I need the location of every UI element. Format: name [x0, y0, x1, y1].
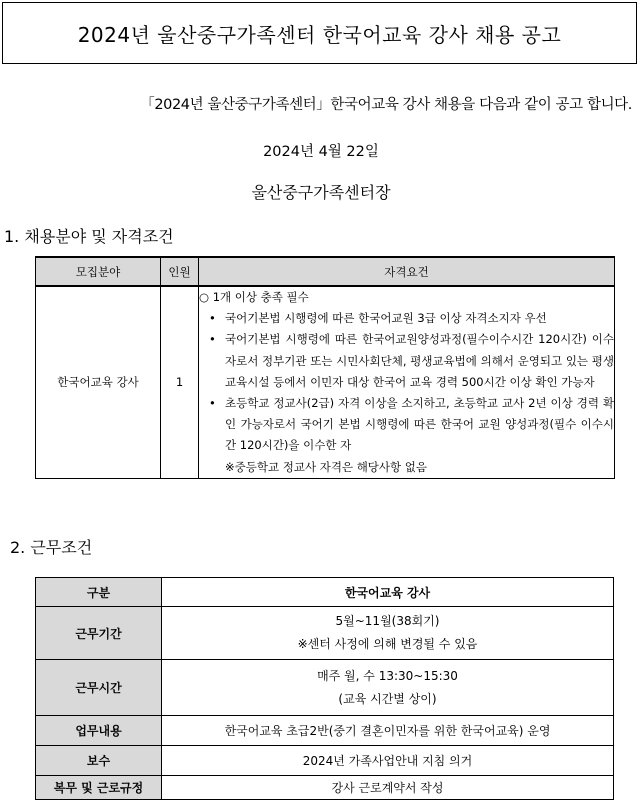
row-value: 2024년 가족사업안내 지침 의거: [162, 746, 614, 776]
table-header-row: [36, 578, 614, 607]
column-header: 자격요건: [199, 257, 615, 286]
header-label: 구분: [36, 578, 162, 607]
table-row: [36, 746, 614, 776]
page-title: [2, 2, 637, 64]
field-cell: 한국어교육 강사: [36, 286, 161, 478]
table-row: [36, 716, 614, 746]
row-value: 한국어교육 초급2반(중기 결혼이민자를 위한 한국어교육) 운영: [162, 716, 614, 746]
count-cell: 1: [161, 286, 199, 478]
conditions-table: [35, 577, 614, 800]
list-item: • 초등학교 정교사(2급) 자격 이상을 소지하고, 초등학교 교사 2년 이상 경력 확인 가능자로서 국어기 본법 시행령에 따른 한국어 교원 양성과정(필수 이수시간 120시간)을 이수한 자: [199, 393, 614, 457]
section1-heading: 1. 채용분야 및 자격조건: [4, 227, 174, 246]
requirements-list: [199, 308, 614, 456]
row-label: 보수: [36, 746, 162, 776]
row-value: 강사 근로계약서 작성: [162, 776, 614, 800]
intro-text: 「2024년 울산중구가족센터」한국어교육 강사 채용을 다음과 같이 공고 합니다.: [140, 97, 632, 113]
table-row: [36, 776, 614, 800]
row-label: 업무내용: [36, 716, 162, 746]
requirements-note: ※중등학교 정교사 자격은 해당사항 없음: [225, 459, 427, 474]
bullet-icon: •: [209, 332, 216, 347]
table-row: [36, 286, 615, 478]
table-header-row: [36, 257, 615, 286]
list-item: • 국어기본법 시행령에 따른 한국어교원양성과정(필수이수시간 120시간) 이수자로서 정부기관 또는 시민사회단체, 평생교육법에 의해서 운영되고 있는 평생교육시설 등에서 이민자 대상 한국어 교육 경력 500시간 이상 확인 가능자: [199, 329, 614, 393]
table-row: [36, 660, 614, 716]
page-title-text: 2024년 울산중구가족센터 한국어교육 강사 채용 공고: [77, 22, 562, 47]
table-row: [36, 607, 614, 660]
header-value: 한국어교육 강사: [162, 578, 614, 607]
requirements-cell: [199, 286, 615, 478]
row-value: 매주 월, 수 13:30~15:30 (교육 시간별 상이): [162, 660, 614, 716]
row-value: 5월~11월(38회기) ※센터 사정에 의해 변경될 수 있음: [162, 607, 614, 660]
row-label: 근무시간: [36, 660, 162, 716]
requirements-lead: ○ 1개 이상 충족 필수: [199, 290, 309, 304]
bullet-icon: •: [209, 396, 216, 411]
column-header: 모집분야: [36, 257, 161, 286]
section2-heading: 2. 근무조건: [10, 538, 93, 557]
announcement-date: 2024년 4월 22일: [263, 144, 379, 160]
bullet-icon: •: [209, 311, 216, 326]
row-label: 근무기간: [36, 607, 162, 660]
list-item: • 국어기본법 시행령에 따른 한국어교원 3급 이상 자격소지자 우선: [199, 308, 614, 329]
row-label: 복무 및 근로규정: [36, 776, 162, 800]
organization-name: 울산중구가족센터장: [251, 183, 391, 202]
qualification-table: [35, 256, 615, 479]
column-header: 인원: [161, 257, 199, 286]
